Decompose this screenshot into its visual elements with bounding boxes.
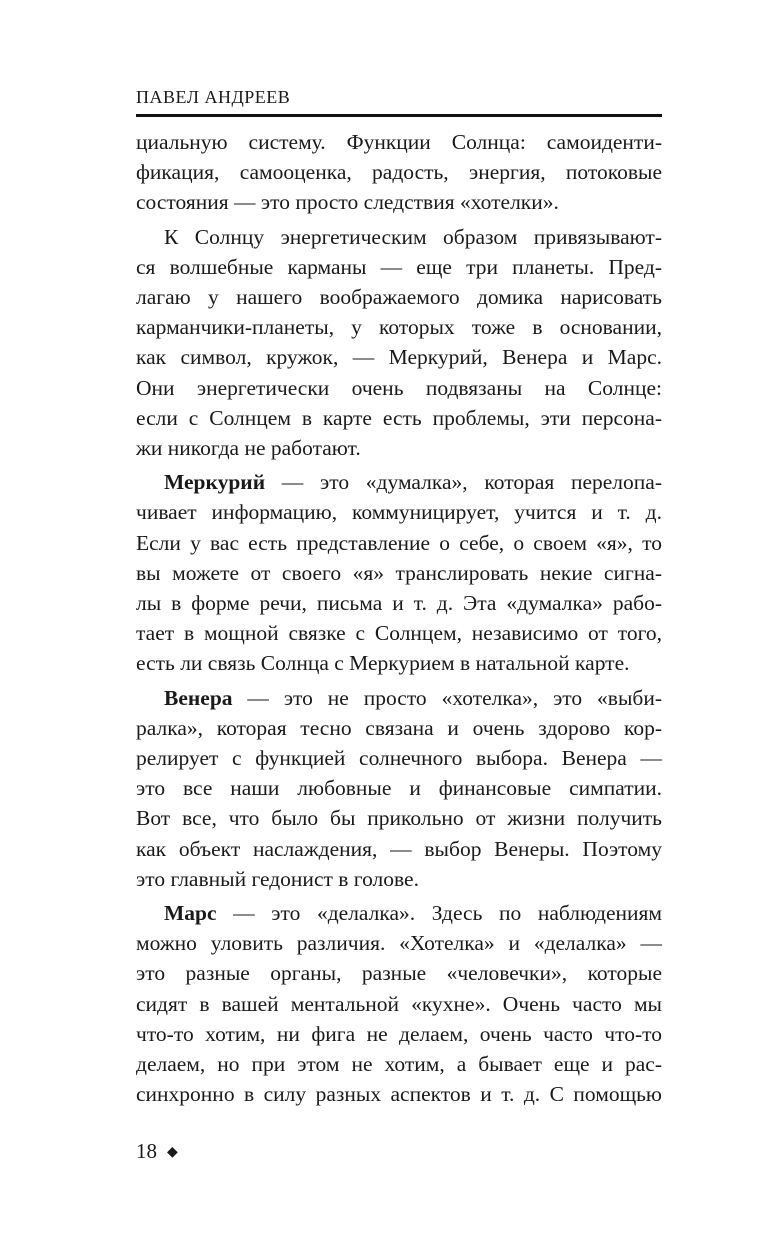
text-line: карманчики-планеты, у которых тоже в основании, [136, 315, 662, 340]
page-footer [136, 1138, 178, 1166]
text-line: это разные органы, разные «человечки», которые [136, 961, 662, 986]
text-line: циальную систему. Функции Солнца: самоиденти- [136, 130, 662, 154]
text-line: жи никогда не работают. [136, 436, 361, 461]
term-venus: Венера [164, 685, 233, 710]
text-line: К Солнцу энергетическим образом привязывают- [164, 224, 662, 249]
text-line: тает в мощной связке с Солнцем, независимо от того, [136, 621, 662, 646]
text-line: Вот все, что было бы прикольно от жизни получить [136, 806, 662, 831]
paragraph [136, 127, 662, 218]
paragraph-venus [136, 683, 662, 894]
text-line-rest: — это «делалка». Здесь по наблюдениям [216, 901, 662, 926]
header-rule [136, 114, 662, 117]
text-line: ся волшебные карманы — еще три планеты. Пред- [136, 254, 662, 279]
running-head: ПАВЕЛ АНДРЕЕВ [136, 87, 291, 107]
text-line: ралка», которая тесно связана и очень здорово кор- [136, 715, 662, 740]
body-text [136, 127, 662, 1110]
text-line: это все наши любовные и финансовые симпатии. [136, 776, 662, 801]
paragraph [136, 222, 662, 464]
paragraph-mars [136, 898, 662, 1109]
text-line [136, 467, 662, 497]
text-line: фикация, самооценка, радость, энергия, потоковые [136, 160, 662, 185]
page-header [136, 86, 662, 117]
paragraph-mercury [136, 467, 662, 678]
text-line: состояния — это просто следствия «хотелки». [136, 190, 559, 215]
text-line-rest: — это не просто «хотелка», это «выби- [232, 685, 662, 710]
text-line: что-то хотим, ни фига не делаем, очень часто что-то [136, 1021, 662, 1046]
term-mercury: Меркурий [164, 470, 266, 495]
diamond-ornament-icon: ◆ [167, 1145, 178, 1160]
text-line: Они энергетически очень подвязаны на Солнце: [136, 375, 662, 400]
text-line: если с Солнцем в карте есть проблемы, эти персона- [136, 405, 662, 430]
text-line: это главный гедонист в голове. [136, 866, 419, 891]
page-number: 18 [136, 1139, 157, 1163]
text-line-rest: — это «думалка», которая перелопа- [265, 470, 662, 495]
text-line [136, 683, 662, 713]
text-line: делаем, но при этом не хотим, а бывает еще и рас- [136, 1052, 662, 1077]
term-mars: Марс [164, 901, 217, 926]
text-line: сидят в вашей ментальной «кухне». Очень часто мы [136, 991, 662, 1016]
text-line: релирует с функцией солнечного выбора. Венера — [136, 746, 662, 771]
text-line: синхронно в силу разных аспектов и т. д. С помощью [136, 1082, 662, 1107]
text-line: можно уловить различия. «Хотелка» и «делалка» — [136, 931, 662, 956]
text-line: чивает информацию, коммуницирует, учится и т. д. [136, 500, 662, 525]
text-line: как символ, кружок, — Меркурий, Венера и Марс. [136, 345, 662, 370]
text-line: как объект наслаждения, — выбор Венеры. Поэтому [136, 836, 662, 861]
text-line: есть ли связь Солнца с Меркурием в натальной карте. [136, 651, 630, 676]
text-line [136, 898, 662, 928]
text-line: вы можете от своего «я» транслировать некие сигна- [136, 560, 662, 585]
text-line: Если у вас есть представление о себе, о своем «я», то [136, 530, 662, 555]
text-line: лагаю у нашего воображаемого домика нарисовать [136, 285, 662, 310]
text-line: лы в форме речи, письма и т. д. Эта «думалка» рабо- [136, 591, 662, 616]
